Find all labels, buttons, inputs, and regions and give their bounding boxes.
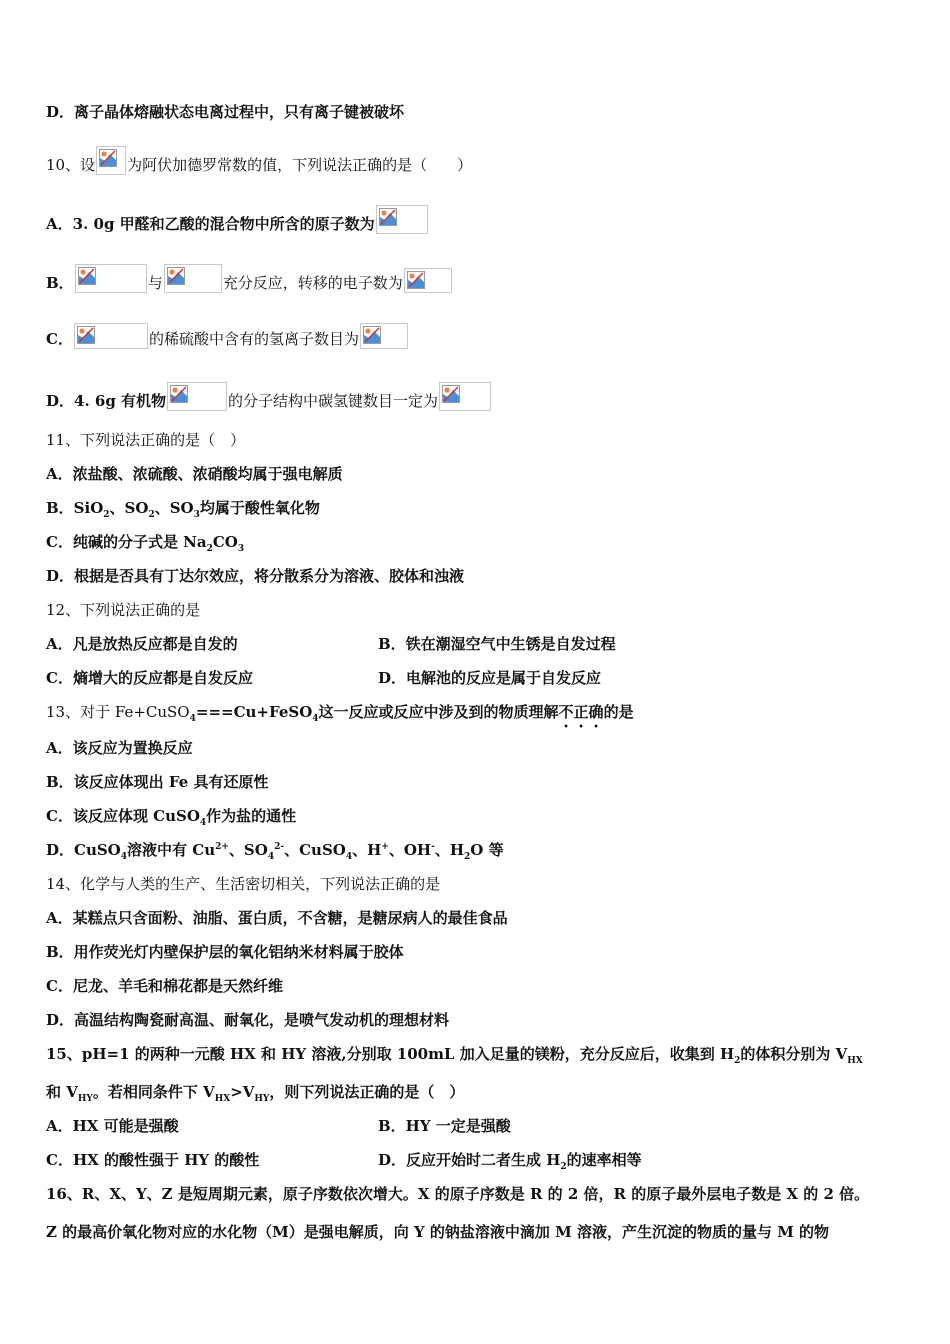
q15-stem-line2: 和 $V_{HY}$。若相同条件下 $V_{HX}>V_{HY}$，则下列说法正确的是（ ）	[46, 1083, 465, 1104]
q14-stem: 14、化学与人类的生产、生活密切相关，下列说法正确的是	[46, 875, 441, 893]
q14-option-b: B．用作荧光灯内壁保护层的氧化铝纳米材料属于胶体	[46, 943, 404, 961]
broken-image-icon	[170, 385, 188, 403]
q15-stem-line1: 15、pH=1 的两种一元酸 HX 和 HY 溶液,分别取 100mL 加入足量的镁粉，充分反应后，收集到 $H_2$的体积分别为 $V_{HX}$	[46, 1045, 863, 1066]
formula-image	[74, 323, 148, 349]
q13-option-a: A．该反应为置换反应	[46, 739, 193, 757]
q12-option-c: C．熵增大的反应都是自发反应	[46, 669, 253, 687]
q13-option-b: B．该反应体现出 Fe 具有还原性	[46, 773, 269, 791]
q10-option-d: D．4. 6g 有机物 的分子结构中碳氢键数目一定为	[46, 382, 492, 411]
formula-image	[75, 264, 147, 293]
q15-option-a: A．HX 可能是强酸	[46, 1117, 179, 1135]
q10-option-a: A．3. 0g 甲醛和乙酸的混合物中所含的原子数为	[46, 205, 429, 234]
q11-stem: 11、下列说法正确的是（ ）	[46, 431, 246, 449]
q14-option-c: C．尼龙、羊毛和棉花都是天然纤维	[46, 977, 283, 995]
formula-image	[167, 382, 227, 411]
q11-option-c: C．纯碱的分子式是 $Na_2CO_3$	[46, 533, 245, 554]
formula-image-na	[96, 146, 126, 175]
emphasis-text: 不正确	[558, 703, 604, 721]
q16-stem-line1: 16、R、X、Y、Z 是短周期元素，原子序数依次增大。X 的原子序数是 R 的 2 倍，R 的原子最外层电子数是 X 的 2 倍。	[46, 1185, 870, 1203]
broken-image-icon	[78, 267, 96, 285]
q13-option-d: D．CuSO$_4$溶液中有 $Cu^{2+}$、$SO_4^{2-}$、CuSO$_4$、H+、OH-、$H_2O$ 等	[46, 841, 504, 862]
formula-image	[164, 264, 222, 293]
q15-option-c: C．HX 的酸性强于 HY 的酸性	[46, 1151, 260, 1169]
formula-image	[360, 323, 408, 349]
broken-image-icon	[99, 149, 117, 167]
q12-option-a: A．凡是放热反应都是自发的	[46, 635, 238, 653]
q10-option-b: B． 与 充分反应，转移的电子数为	[46, 264, 453, 293]
q14-option-d: D．高温结构陶瓷耐高温、耐氧化，是喷气发动机的理想材料	[46, 1011, 450, 1029]
q12-stem: 12、下列说法正确的是	[46, 601, 201, 619]
broken-image-icon	[379, 208, 397, 226]
q11-option-d: D．根据是否具有丁达尔效应，将分散系分为溶液、胶体和浊液	[46, 567, 465, 585]
q11-option-b: B．SiO$_2$、$SO_2$、$SO_3$均属于酸性氧化物	[46, 499, 320, 520]
broken-image-icon	[167, 267, 185, 285]
q12-option-d: D．电解池的反应是属于自发反应	[378, 669, 602, 687]
q10-option-c: C． 的稀硫酸中含有的氢离子数目为	[46, 323, 409, 349]
q14-option-a: A．某糕点只含面粉、油脂、蛋白质，不含糖，是糖尿病人的最佳食品	[46, 909, 508, 927]
broken-image-icon	[77, 326, 95, 344]
broken-image-icon	[442, 385, 460, 403]
q15-option-b: B．HY 一定是强酸	[378, 1117, 511, 1135]
q16-stem-line2: Z 的最高价氧化物对应的水化物（M）是强电解质，向 Y 的钠盐溶液中滴加 M 溶液，产生沉淀的物质的量与 M 的物	[46, 1223, 830, 1241]
broken-image-icon	[407, 271, 425, 289]
formula-image	[439, 382, 491, 411]
q13-option-c: C．该反应体现 CuSO$_4$作为盐的通性	[46, 807, 297, 828]
q10-stem: 10、设 为阿伏加德罗常数的值，下列说法正确的是（ ）	[46, 146, 472, 175]
q15-option-d: D．反应开始时二者生成 $H_2$的速率相等	[378, 1151, 642, 1172]
q9-option-d: D．离子晶体熔融状态电离过程中，只有离子键被破坏	[46, 103, 405, 121]
q11-option-a: A．浓盐酸、浓硫酸、浓硝酸均属于强电解质	[46, 465, 343, 483]
q12-option-b: B．铁在潮湿空气中生锈是自发过程	[378, 635, 616, 653]
broken-image-icon	[363, 326, 381, 344]
q13-stem: 13、对于 Fe+CuSO$_4$===Cu+FeSO$_4$这一反应或反应中涉及到的物质理解不正确的是	[46, 703, 634, 724]
formula-image	[404, 268, 452, 293]
formula-image	[376, 205, 428, 234]
